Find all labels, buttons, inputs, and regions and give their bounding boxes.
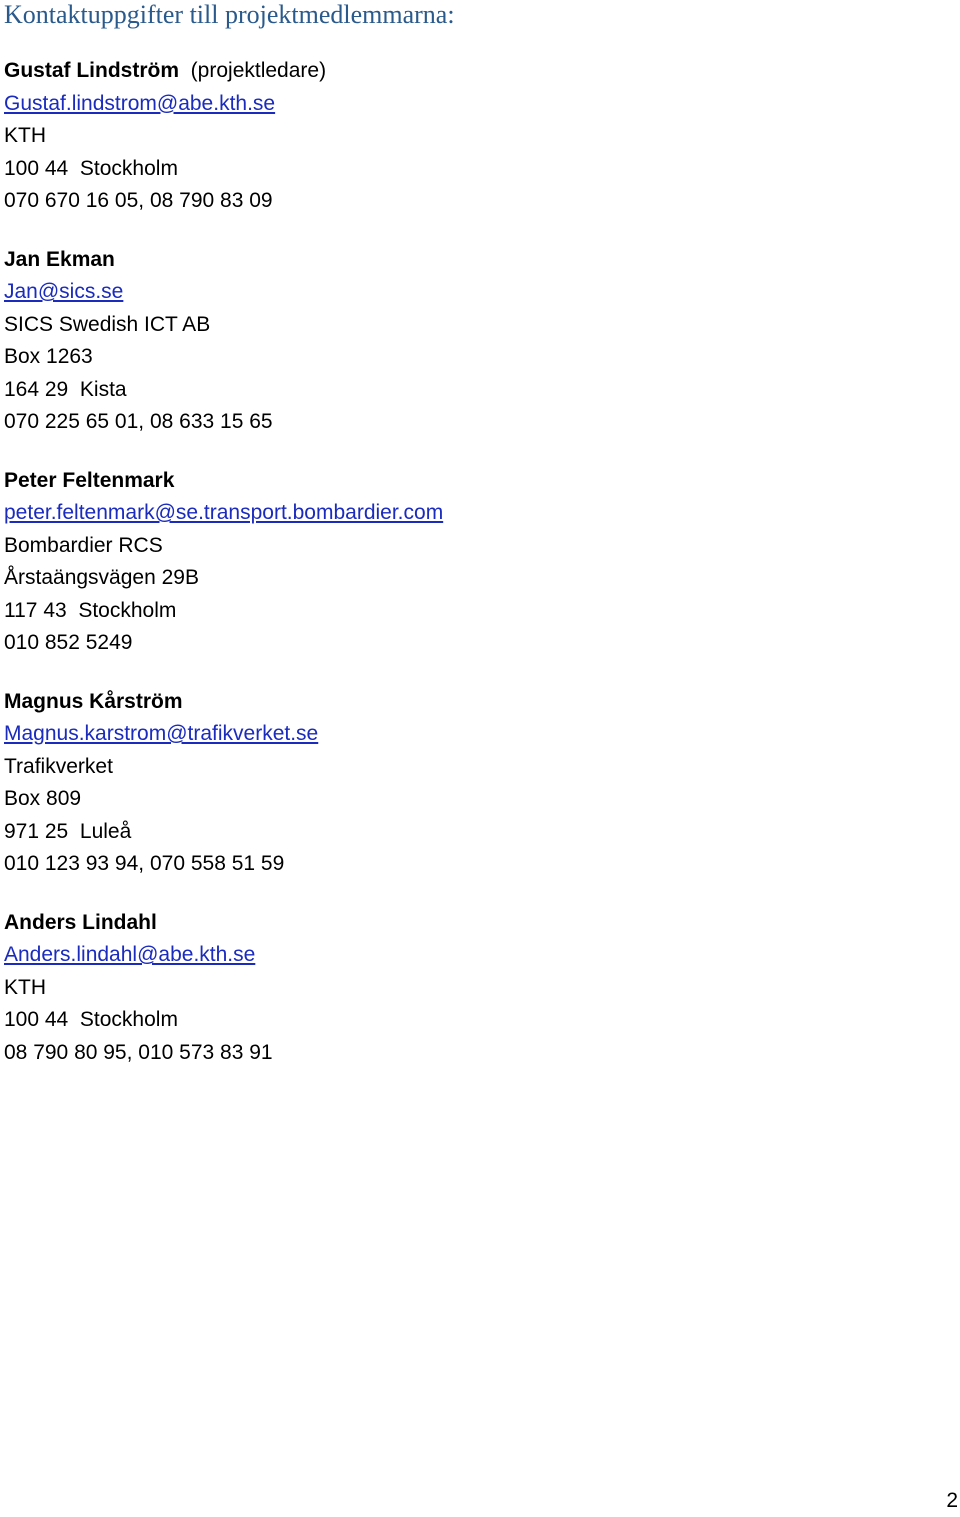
contact-street-address: Årstaängsvägen 29B <box>4 566 199 589</box>
contact-phone: 010 123 93 94, 070 558 51 59 <box>4 852 285 875</box>
contact-phone: 070 225 65 01, 08 633 15 65 <box>4 410 273 433</box>
contact-organization: Bombardier RCS <box>4 533 163 557</box>
contact-name-line <box>4 686 904 719</box>
contact-organization: Trafikverket <box>4 754 113 778</box>
contact-name: Peter Feltenmark <box>4 468 175 492</box>
contact-email-line <box>4 497 904 530</box>
contact-email-link[interactable]: peter.feltenmark@se.transport.bombardier.com <box>4 501 444 524</box>
contact-card <box>4 55 904 218</box>
contact-name: Jan Ekman <box>4 247 115 271</box>
contact-role: (projektledare) <box>179 59 327 82</box>
contact-email-link[interactable]: Anders.lindahl@abe.kth.se <box>4 943 256 966</box>
contact-postal-address: 164 29 Kista <box>4 377 127 401</box>
page-number: 2 <box>946 1489 958 1512</box>
contact-name-line <box>4 465 904 498</box>
contact-organization: SICS Swedish ICT AB <box>4 312 211 336</box>
contact-card <box>4 907 904 1070</box>
contact-name-line <box>4 55 904 88</box>
contact-postal-address: 971 25 Luleå <box>4 819 132 843</box>
contact-email-line <box>4 88 904 121</box>
contact-email-link[interactable]: Jan@sics.se <box>4 280 124 303</box>
contact-name: Gustaf Lindström <box>4 59 180 82</box>
contact-postal-address: 100 44 Stockholm <box>4 1008 178 1031</box>
contact-email-link[interactable]: Gustaf.lindstrom@abe.kth.se <box>4 91 276 115</box>
contact-postal-address: 117 43 Stockholm <box>4 598 177 622</box>
contact-email-line <box>4 939 904 972</box>
contact-name-line <box>4 244 904 277</box>
contact-email-line <box>4 276 904 309</box>
contact-organization: KTH <box>4 975 46 999</box>
contact-street-address: Box 1263 <box>4 345 93 368</box>
contact-name-line <box>4 907 904 940</box>
contact-card <box>4 686 904 881</box>
contact-phone: 010 852 5249 <box>4 631 133 654</box>
contact-organization: KTH <box>4 124 46 147</box>
contact-card <box>4 465 904 660</box>
contact-list <box>4 55 904 1095</box>
contact-postal-address: 100 44 Stockholm <box>4 156 178 180</box>
contact-card <box>4 244 904 439</box>
page-heading: Kontaktuppgifter till projektmedlemmarna: <box>4 0 455 29</box>
contact-email-link[interactable]: Magnus.karstrom@trafikverket.se <box>4 722 319 745</box>
contact-name: Anders Lindahl <box>4 910 157 934</box>
contact-email-line <box>4 718 904 751</box>
contact-street-address: Box 809 <box>4 787 82 810</box>
contact-phone: 08 790 80 95, 010 573 83 91 <box>4 1040 273 1064</box>
contact-phone: 070 670 16 05, 08 790 83 09 <box>4 189 273 212</box>
contact-name: Magnus Kårström <box>4 689 183 713</box>
